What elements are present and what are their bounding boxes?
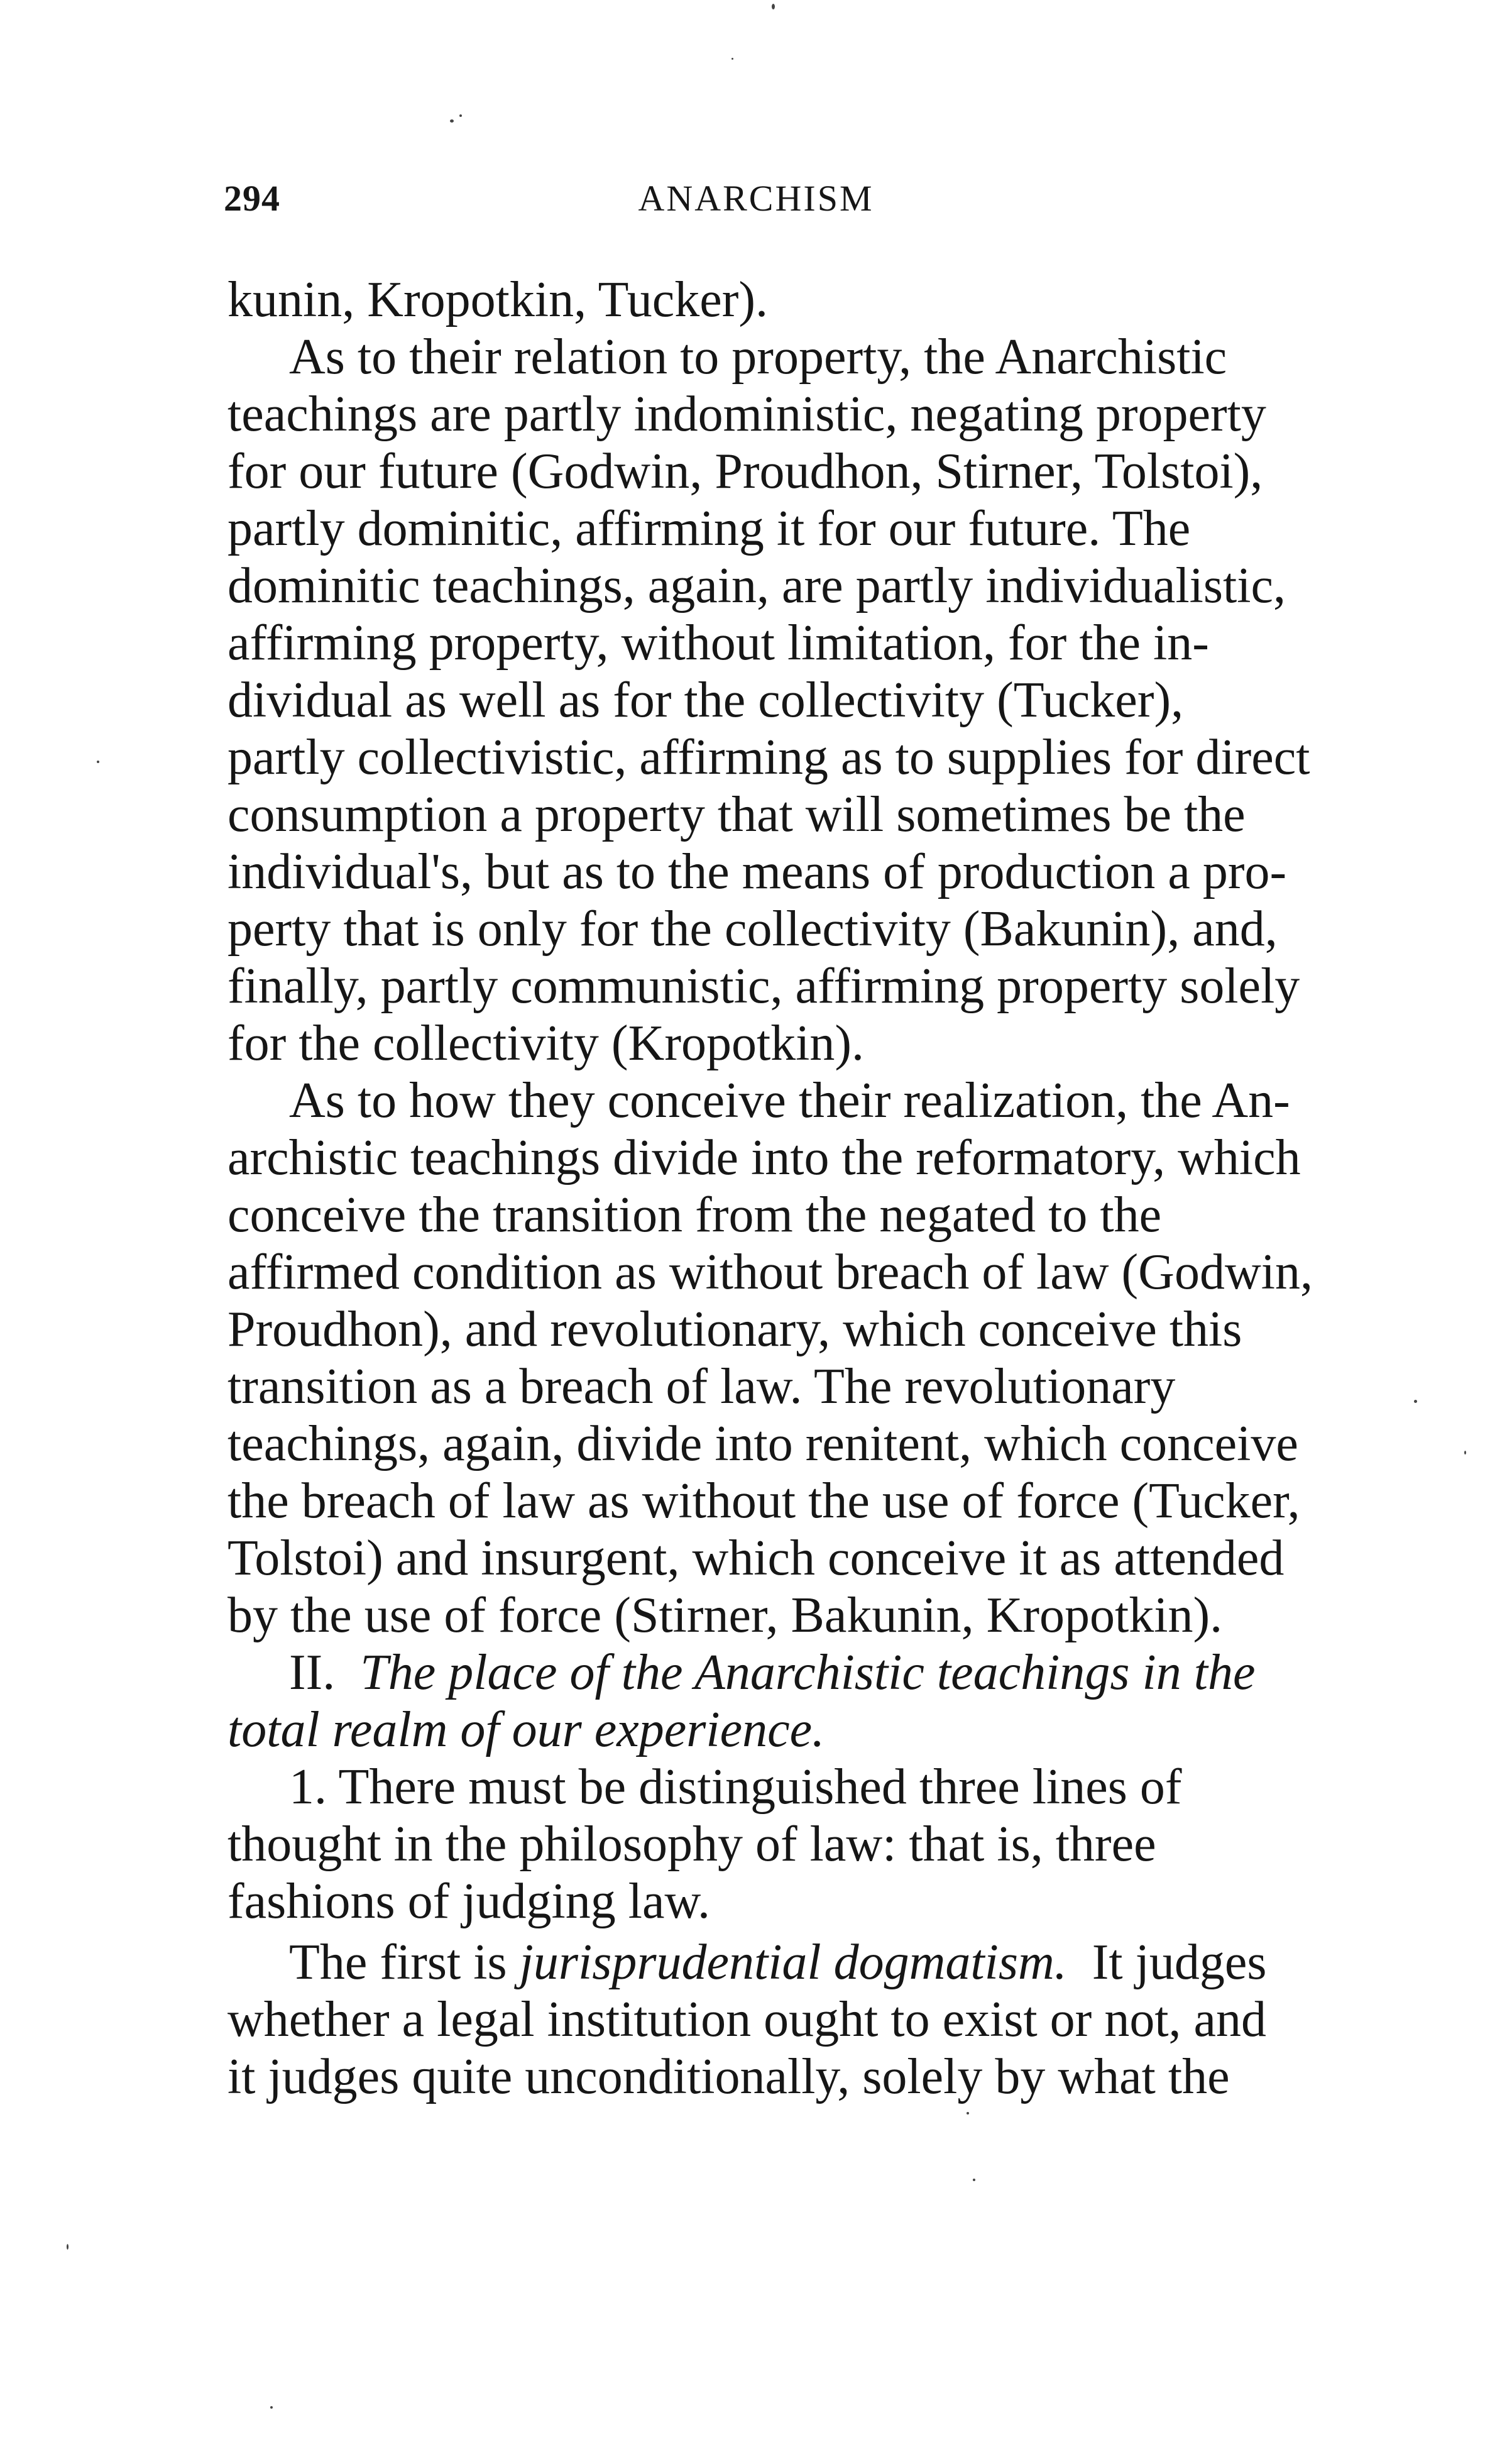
body-text: [227, 272, 1472, 2106]
text-line: As to their relation to property, the Anarchistic: [289, 329, 1227, 385]
text-line: perty that is only for the collectivity (Bakunin), and,: [227, 901, 1278, 957]
text-line: partly dominitic, affirming it for our future. The: [227, 501, 1191, 556]
text-line: dominitic teachings, again, are partly individualistic,: [227, 558, 1286, 613]
speck: [459, 114, 462, 117]
section-heading-cont: [227, 1702, 1472, 1759]
text-line: conceive the transition from the negated to the: [227, 1187, 1162, 1243]
text-line: finally, partly communistic, affirming property solely: [227, 959, 1300, 1014]
text-line: teachings, again, divide into renitent, which conceive: [227, 1416, 1298, 1471]
text-line: partly collectivistic, affirming as to supplies for direct: [227, 730, 1310, 785]
section-title: The place of the Anarchistic teachings in the: [360, 1645, 1256, 1700]
text-line: Proudhon), and revolutionary, which conceive this: [227, 1302, 1242, 1357]
speck: [967, 2112, 969, 2114]
text-line: thought in the philosophy of law: that is, three: [227, 1817, 1156, 1872]
section-title-cont: total realm of our experience.: [227, 1702, 825, 1757]
text-line: kunin, Kropotkin, Tucker).: [227, 272, 768, 327]
speck: [67, 2244, 68, 2250]
text-line: consumption a property that will sometimes be the: [227, 787, 1246, 842]
text-line: [227, 1934, 1472, 1991]
text-run: The first is: [289, 1935, 507, 1990]
running-head: ANARCHISM: [638, 178, 874, 219]
text-line: for our future (Godwin, Proudhon, Stirner, Tolstoi),: [227, 444, 1263, 499]
speck: [270, 2406, 273, 2409]
text-run: It judges: [1092, 1935, 1267, 1990]
text-line: individual's, but as to the means of production a pro-: [227, 844, 1287, 899]
section-numeral: II.: [289, 1645, 336, 1700]
speck: [772, 4, 775, 9]
speck: [973, 2179, 975, 2181]
text-line: the breach of law as without the use of force (Tucker,: [227, 1473, 1300, 1529]
section-heading: [227, 1644, 1472, 1702]
speck: [97, 761, 99, 763]
text-line: by the use of force (Stirner, Bakunin, Kropotkin).: [227, 1588, 1223, 1643]
page-number: 294: [224, 178, 280, 219]
text-line: teachings are partly indoministic, negating property: [227, 387, 1266, 442]
text-line: affirmed condition as without breach of law (Godwin,: [227, 1245, 1313, 1300]
text-line: Tolstoi) and insurgent, which conceive it as attended: [227, 1531, 1285, 1586]
text-line: for the collectivity (Kropotkin).: [227, 1016, 865, 1071]
text-line: dividual as well as for the collectivity (Tucker),: [227, 673, 1184, 728]
emphasis-term: jurisprudential dogmatism.: [519, 1935, 1067, 1990]
text-line: affirming property, without limitation, for the in-: [227, 615, 1209, 671]
text-line: As to how they conceive their realization, the An-: [289, 1073, 1290, 1128]
speck: [450, 119, 454, 123]
text-line: transition as a breach of law. The revolutionary: [227, 1359, 1176, 1414]
text-line: archistic teachings divide into the reformatory, which: [227, 1130, 1301, 1185]
text-line: fashions of judging law.: [227, 1874, 711, 1929]
text-line: 1. There must be distinguished three lines of: [289, 1759, 1182, 1815]
speck: [731, 58, 733, 60]
text-line: whether a legal institution ought to exist or not, and: [227, 1992, 1267, 2047]
text-line: it judges quite unconditionally, solely by what the: [227, 2049, 1230, 2104]
